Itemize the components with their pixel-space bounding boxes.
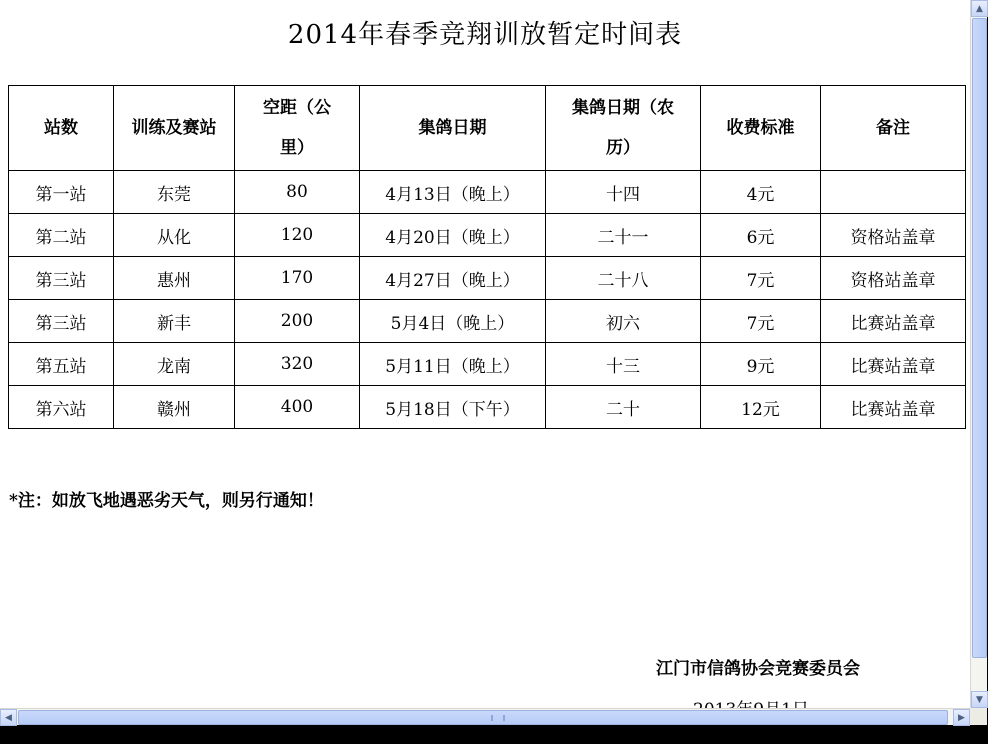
table-row [9, 257, 966, 300]
cell-distance: 200 [235, 300, 360, 343]
cell-remark: 比赛站盖章 [821, 386, 966, 429]
cell-remark: 比赛站盖章 [821, 343, 966, 386]
header-station-no: 站数 [9, 86, 114, 171]
document-title: 2014年春季竞翔训放暂定时间表 [287, 20, 683, 50]
cell-distance: 120 [235, 214, 360, 257]
cell-remark: 比赛站盖章 [821, 300, 966, 343]
left-arrow-icon: ◀ [5, 712, 12, 723]
vertical-scrollbar[interactable] [970, 0, 987, 708]
header-distance-line1: 空距（公 [263, 98, 331, 118]
cell-distance: 170 [235, 257, 360, 300]
cell-lunar-date: 十四 [546, 171, 701, 214]
cell-lunar-date: 二十一 [546, 214, 701, 257]
cell-station-no: 第三站 [9, 300, 114, 343]
cell-fee: 6元 [701, 214, 821, 257]
header-remark: 备注 [821, 86, 966, 171]
scroll-down-button[interactable] [971, 691, 988, 708]
cell-remark [821, 171, 966, 214]
table-header-row [9, 86, 966, 171]
cell-station-no: 第六站 [9, 386, 114, 429]
vertical-scroll-thumb[interactable] [972, 18, 987, 658]
header-lunar-line1: 集鸽日期（农 [572, 98, 674, 118]
up-arrow-icon: ▲ [976, 3, 983, 14]
cell-station-no: 第一站 [9, 171, 114, 214]
cell-station-no: 第二站 [9, 214, 114, 257]
cell-station: 新丰 [114, 300, 235, 343]
header-distance [235, 86, 360, 171]
cell-date: 4月13日（晚上） [360, 171, 546, 214]
header-lunar-line2: 历） [606, 138, 640, 158]
header-lunar-date [546, 86, 701, 171]
cell-remark: 资格站盖章 [821, 214, 966, 257]
scrollbar-corner [970, 708, 987, 725]
cell-distance: 80 [235, 171, 360, 214]
weather-note: *注：如放飞地遇恶劣天气，则另行通知！ [9, 491, 324, 511]
cell-station: 赣州 [114, 386, 235, 429]
cell-station: 从化 [114, 214, 235, 257]
table-row [9, 214, 966, 257]
horizontal-scroll-thumb[interactable] [18, 710, 948, 725]
right-arrow-icon: ▶ [958, 712, 965, 723]
cell-distance: 320 [235, 343, 360, 386]
down-arrow-icon: ▼ [976, 694, 983, 705]
cell-distance: 400 [235, 386, 360, 429]
header-distance-line2: 里） [280, 138, 314, 158]
cell-date: 4月20日（晚上） [360, 214, 546, 257]
cell-lunar-date: 十三 [546, 343, 701, 386]
cell-fee: 4元 [701, 171, 821, 214]
cell-lunar-date: 二十八 [546, 257, 701, 300]
cell-date: 5月11日（晚上） [360, 343, 546, 386]
cell-station: 惠州 [114, 257, 235, 300]
schedule-table [8, 85, 966, 429]
cell-fee: 9元 [701, 343, 821, 386]
cell-date: 5月18日（下午） [360, 386, 546, 429]
table-row [9, 171, 966, 214]
table-row [9, 386, 966, 429]
horizontal-scrollbar[interactable] [0, 708, 970, 725]
cell-station: 东莞 [114, 171, 235, 214]
cell-fee: 7元 [701, 300, 821, 343]
scroll-right-button[interactable] [953, 709, 970, 726]
grip-icon [491, 715, 505, 721]
cell-lunar-date: 初六 [546, 300, 701, 343]
table-row [9, 300, 966, 343]
table-row [9, 343, 966, 386]
cell-date: 5月4日（晚上） [360, 300, 546, 343]
organization-signature: 江门市信鸽协会竞赛委员会 [656, 659, 860, 679]
cell-fee: 7元 [701, 257, 821, 300]
header-fee: 收费标准 [701, 86, 821, 171]
cell-date: 4月27日（晚上） [360, 257, 546, 300]
header-station: 训练及赛站 [114, 86, 235, 171]
scroll-up-button[interactable] [971, 0, 988, 17]
cell-remark: 资格站盖章 [821, 257, 966, 300]
cell-lunar-date: 二十 [546, 386, 701, 429]
cell-fee: 12元 [701, 386, 821, 429]
cell-station: 龙南 [114, 343, 235, 386]
cell-station-no: 第三站 [9, 257, 114, 300]
scroll-left-button[interactable] [0, 709, 17, 726]
cell-station-no: 第五站 [9, 343, 114, 386]
header-date: 集鸽日期 [360, 86, 546, 171]
